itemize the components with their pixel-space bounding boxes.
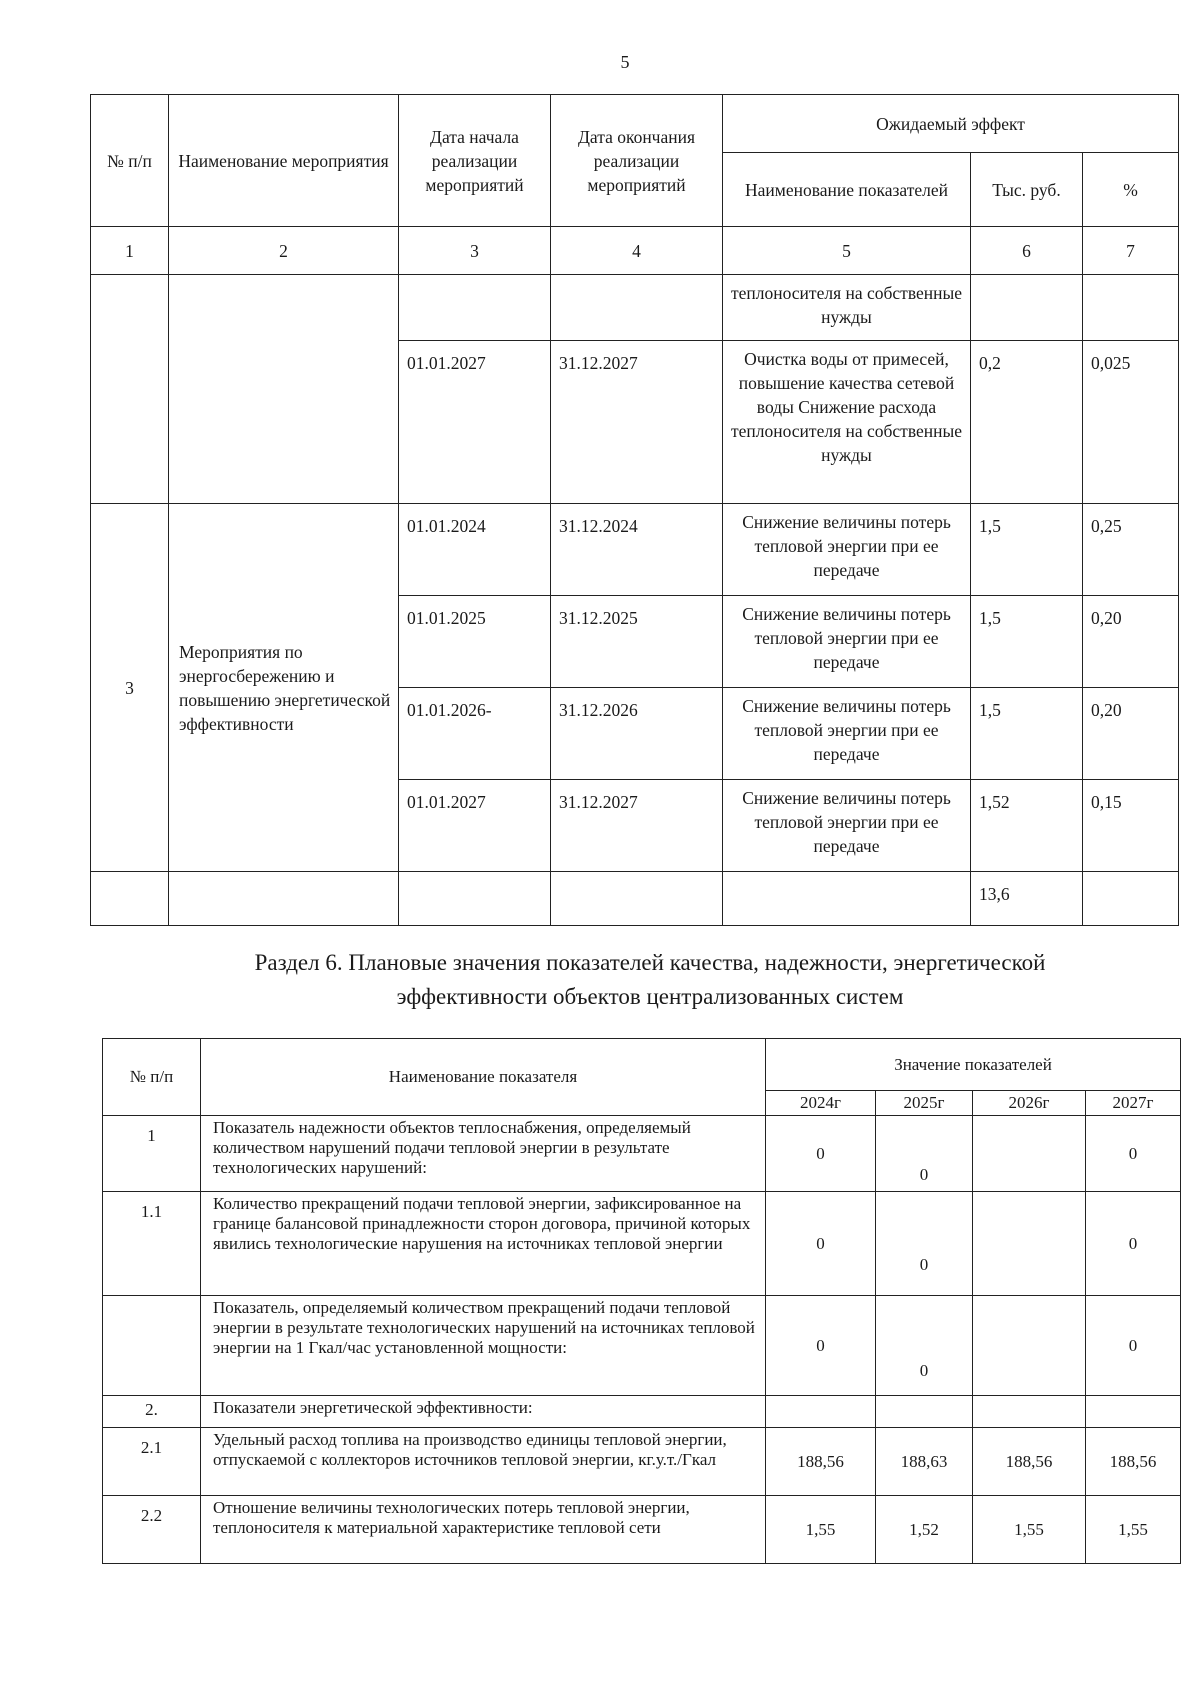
col-number: 6	[971, 227, 1083, 275]
header-indicator-name: Наименование показателя	[201, 1039, 766, 1116]
cell-empty	[1083, 275, 1179, 341]
value-pct: 0,25	[1083, 504, 1179, 596]
header-measure-name: Наименование мероприятия	[169, 95, 399, 227]
effect-cell: Очистка воды от примесей, повышение качества сетевой воды Снижение расхода теплоносителя на собственные нужды	[723, 341, 971, 504]
end-date: 31.12.2025	[551, 596, 723, 688]
value-2024: 0	[766, 1296, 876, 1396]
start-date: 01.01.2024	[399, 504, 551, 596]
start-date: 01.01.2026-	[399, 688, 551, 780]
header-end-date: Дата окончания реализации мероприятий	[551, 95, 723, 227]
measures-table	[90, 94, 1179, 926]
value-pct: 0,15	[1083, 780, 1179, 872]
header-num: № п/п	[91, 95, 169, 227]
end-date: 31.12.2024	[551, 504, 723, 596]
cell-empty	[399, 872, 551, 926]
section-6-title	[150, 946, 1150, 1014]
value-2024	[766, 1396, 876, 1428]
start-date: 01.01.2025	[399, 596, 551, 688]
row-number: 2.	[103, 1396, 201, 1428]
cell-empty	[551, 872, 723, 926]
value-2027	[1086, 1396, 1181, 1428]
row-number: 2.2	[103, 1496, 201, 1564]
cell-empty	[723, 872, 971, 926]
header-num: № п/п	[103, 1039, 201, 1116]
value-pct: 0,025	[1083, 341, 1179, 504]
value-2026	[973, 1116, 1086, 1192]
end-date: 31.12.2027	[551, 341, 723, 504]
indicators-table	[102, 1038, 1181, 1564]
effect-cell: Снижение величины потерь тепловой энергии при ее передаче	[723, 688, 971, 780]
effect-cell: Снижение величины потерь тепловой энергии при ее передаче	[723, 780, 971, 872]
value-2025: 0	[876, 1296, 973, 1396]
effect-cell: Снижение величины потерь тепловой энергии при ее передаче	[723, 504, 971, 596]
measure-name: Мероприятия по энергосбережению и повышению энергетической эффективности	[169, 504, 399, 872]
value-2027: 0	[1086, 1296, 1181, 1396]
row-number: 1	[103, 1116, 201, 1192]
total-rub: 13,6	[971, 872, 1083, 926]
cell-empty	[1083, 872, 1179, 926]
end-date: 31.12.2026	[551, 688, 723, 780]
col-number: 7	[1083, 227, 1179, 275]
start-date: 01.01.2027	[399, 341, 551, 504]
cell-empty	[91, 872, 169, 926]
header-indicator-values: Значение показателей	[766, 1039, 1181, 1091]
value-2024: 188,56	[766, 1428, 876, 1496]
indicator-name: Количество прекращений подачи тепловой энергии, зафиксированное на границе балансовой принадлежности сторон договора, причиной которых явились технологические нарушения на источниках тепловой энергии	[201, 1192, 766, 1296]
value-2026: 1,55	[973, 1496, 1086, 1564]
header-start-date: Дата начала реализации мероприятий	[399, 95, 551, 227]
col-number: 1	[91, 227, 169, 275]
value-2027: 0	[1086, 1116, 1181, 1192]
indicator-name: Удельный расход топлива на производство единицы тепловой энергии, отпускаемой с коллекторов источников тепловой энергии, кг.у.т./Гкал	[201, 1428, 766, 1496]
col-number: 2	[169, 227, 399, 275]
cell-empty	[551, 275, 723, 341]
value-rub: 0,2	[971, 341, 1083, 504]
value-rub: 1,5	[971, 688, 1083, 780]
col-number: 4	[551, 227, 723, 275]
indicator-name: Показатели энергетической эффективности:	[201, 1396, 766, 1428]
value-rub: 1,52	[971, 780, 1083, 872]
header-year: 2024г	[766, 1091, 876, 1116]
value-2027: 188,56	[1086, 1428, 1181, 1496]
value-2025: 188,63	[876, 1428, 973, 1496]
indicator-name: Показатель надежности объектов теплоснабжения, определяемый количеством нарушений подачи тепловой энергии в результате технологических нарушений:	[201, 1116, 766, 1192]
indicator-name: Показатель, определяемый количеством прекращений подачи тепловой энергии в результате технологических нарушений на источниках тепловой энергии на 1 Гкал/час установленной мощности:	[201, 1296, 766, 1396]
header-indicator-name: Наименование показателей	[723, 153, 971, 227]
value-rub: 1,5	[971, 596, 1083, 688]
section-title-line-2: эффективности объектов централизованных систем	[396, 984, 904, 1009]
cell-empty	[399, 275, 551, 341]
value-2027: 0	[1086, 1192, 1181, 1296]
value-2027: 1,55	[1086, 1496, 1181, 1564]
value-2025: 1,52	[876, 1496, 973, 1564]
indicator-name: Отношение величины технологических потерь тепловой энергии, теплоносителя к материальной характеристике тепловой сети	[201, 1496, 766, 1564]
header-year: 2025г	[876, 1091, 973, 1116]
header-thousand-rub: Тыс. руб.	[971, 153, 1083, 227]
end-date: 31.12.2027	[551, 780, 723, 872]
value-rub: 1,5	[971, 504, 1083, 596]
header-year: 2027г	[1086, 1091, 1181, 1116]
value-2025: 0	[876, 1192, 973, 1296]
cell-empty	[971, 275, 1083, 341]
value-2026	[973, 1396, 1086, 1428]
effect-cell: теплоносителя на собственные нужды	[723, 275, 971, 341]
col-number: 5	[723, 227, 971, 275]
cell-empty	[169, 275, 399, 504]
value-2024: 0	[766, 1116, 876, 1192]
row-number: 2.1	[103, 1428, 201, 1496]
header-year: 2026г	[973, 1091, 1086, 1116]
row-number: 1.1	[103, 1192, 201, 1296]
effect-cell: Снижение величины потерь тепловой энергии при ее передаче	[723, 596, 971, 688]
value-2025: 0	[876, 1116, 973, 1192]
value-2025	[876, 1396, 973, 1428]
header-expected-effect: Ожидаемый эффект	[723, 95, 1179, 153]
col-number: 3	[399, 227, 551, 275]
section-title-line-1: Раздел 6. Плановые значения показателей качества, надежности, энергетической	[254, 950, 1046, 975]
header-percent: %	[1083, 153, 1179, 227]
value-2026	[973, 1296, 1086, 1396]
start-date: 01.01.2027	[399, 780, 551, 872]
value-2024: 0	[766, 1192, 876, 1296]
page-number: 5	[620, 52, 630, 72]
value-2026: 188,56	[973, 1428, 1086, 1496]
row-number	[103, 1296, 201, 1396]
value-pct: 0,20	[1083, 688, 1179, 780]
cell-empty	[91, 275, 169, 504]
value-2026	[973, 1192, 1086, 1296]
cell-empty	[169, 872, 399, 926]
measure-number: 3	[91, 504, 169, 872]
value-pct: 0,20	[1083, 596, 1179, 688]
value-2024: 1,55	[766, 1496, 876, 1564]
